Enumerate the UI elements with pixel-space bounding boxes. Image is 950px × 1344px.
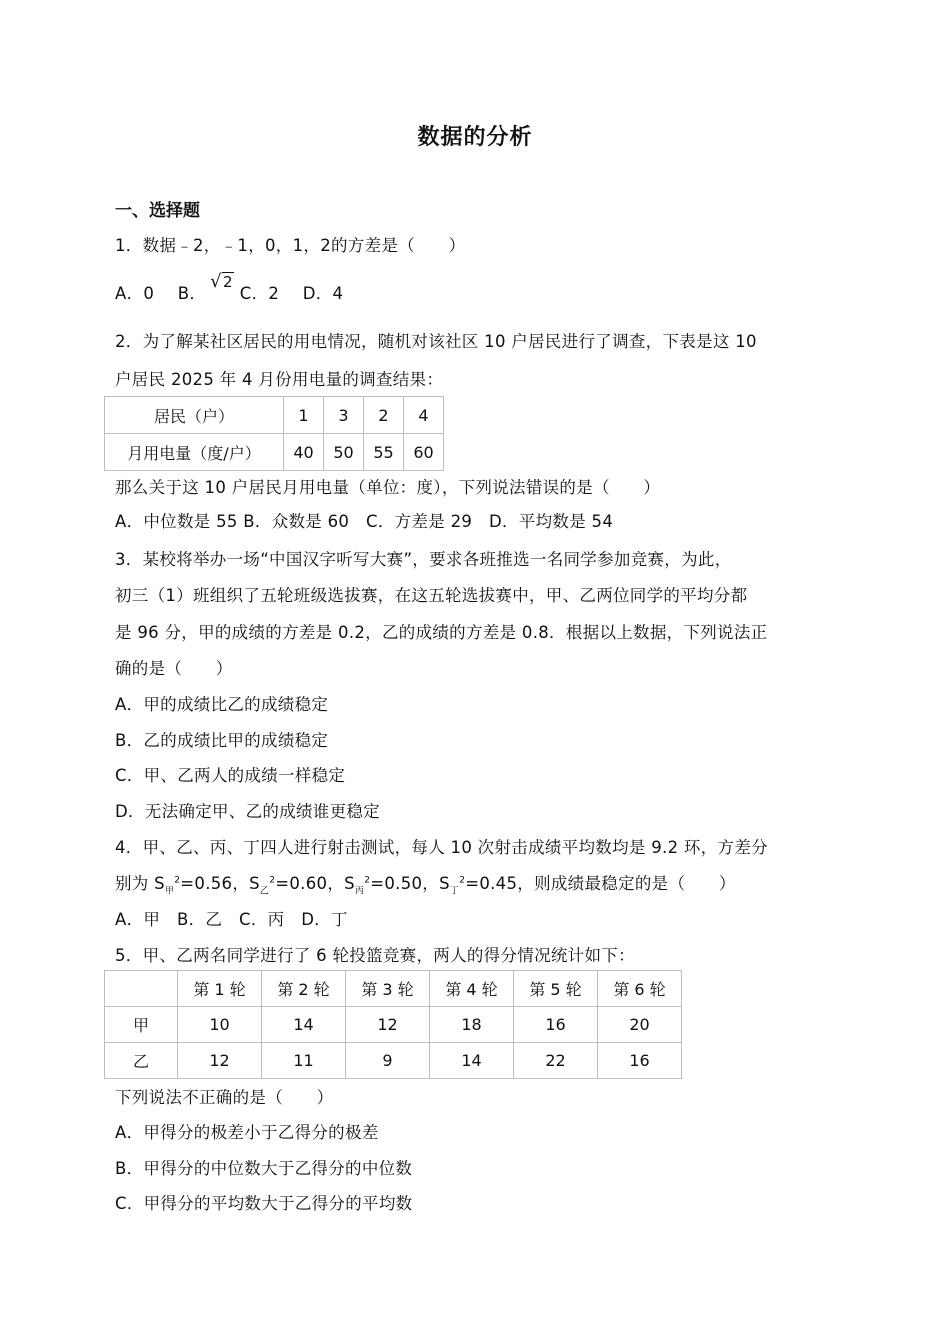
- table-row-label: 乙: [105, 1043, 178, 1079]
- table-cell: 1: [284, 397, 324, 434]
- q3-stem-line2: 初三（1）班组织了五轮班级选拔赛，在这五轮选拔赛中，甲、乙两位同学的平均分都: [115, 586, 748, 605]
- table-cell: 16: [598, 1043, 682, 1079]
- table-cell: 14: [262, 1007, 346, 1043]
- table-cell: 14: [430, 1043, 514, 1079]
- q4-text: =0.60，S: [275, 874, 355, 893]
- q1-option-a: A．0: [115, 284, 155, 303]
- page-title: 数据的分析: [417, 125, 533, 150]
- subscript: 丁: [449, 886, 460, 897]
- q3-option-c: C．甲、乙两人的成绩一样稳定: [115, 766, 346, 785]
- table-cell: 22: [514, 1043, 598, 1079]
- q1-options: [115, 271, 344, 304]
- q2-stem-line2: 户居民 2025 年 4 月份用电量的调查结果：: [115, 370, 444, 389]
- q5-option-b: B．甲得分的中位数大于乙得分的中位数: [115, 1159, 413, 1178]
- q5-after-text: 下列说法不正确的是（ ）: [115, 1088, 334, 1107]
- table-cell: 16: [514, 1007, 598, 1043]
- table-cell: 55: [364, 434, 404, 471]
- table-row: [105, 1007, 682, 1043]
- q4-stem-line1: 4．甲、乙、丙、丁四人进行射击测试，每人 10 次射击成绩平均数均是 9.2 环，方差分: [115, 838, 768, 857]
- q1-option-d: D．4: [302, 284, 344, 303]
- table-cell: 4: [404, 397, 444, 434]
- table-cell: 40: [284, 434, 324, 471]
- q3-stem-line3: 是 96 分，甲的成绩的方差是 0.2，乙的成绩的方差是 0.8．根据以上数据，下列说法正: [115, 623, 768, 642]
- superscript: 2: [364, 875, 371, 886]
- table-row-label: 甲: [105, 1007, 178, 1043]
- table-row: [105, 1043, 682, 1079]
- q3-stem-line4: 确的是（ ）: [115, 659, 233, 678]
- subscript: 丙: [354, 886, 365, 897]
- q2-options: A．中位数是 55 B．众数是 60 C．方差是 29 D．平均数是 54: [115, 512, 614, 531]
- table-header-cell: 月用电量（度/户）: [105, 434, 284, 471]
- q3-stem-line1: 3．某校将举办一场“中国汉字听写大赛”，要求各班推选一名同学参加竞赛，为此，: [115, 550, 732, 569]
- table-header-cell: 居民（户）: [105, 397, 284, 434]
- table-cell: 12: [346, 1007, 430, 1043]
- table-header-cell: 第 1 轮: [178, 971, 262, 1007]
- superscript: 2: [174, 875, 181, 886]
- table-cell: 60: [404, 434, 444, 471]
- table-cell: 20: [598, 1007, 682, 1043]
- q2-stem-line1: 2．为了解某社区居民的用电情况，随机对该社区 10 户居民进行了调查，下表是这 10: [115, 332, 757, 351]
- table-row: [105, 397, 444, 434]
- scores-table: [104, 970, 682, 1079]
- electricity-table: [104, 396, 444, 471]
- table-header-cell: 第 6 轮: [598, 971, 682, 1007]
- table-row: [105, 971, 682, 1007]
- q4-stem-line2: [115, 870, 736, 896]
- sqrt-symbol: √2: [210, 271, 233, 292]
- q3-option-a: A．甲的成绩比乙的成绩稳定: [115, 695, 329, 714]
- subscript: 乙: [259, 886, 270, 897]
- table-header-cell: 第 4 轮: [430, 971, 514, 1007]
- table-cell: 2: [364, 397, 404, 434]
- q3-option-d: D．无法确定甲、乙的成绩谁更稳定: [115, 802, 381, 821]
- q5-option-a: A．甲得分的极差小于乙得分的极差: [115, 1123, 379, 1142]
- table-cell: 50: [324, 434, 364, 471]
- table-corner-cell: [105, 971, 178, 1007]
- q5-option-c: C．甲得分的平均数大于乙得分的平均数: [115, 1194, 413, 1213]
- q5-stem: 5．甲、乙两名同学进行了 6 轮投篮竞赛，两人的得分情况统计如下：: [115, 946, 635, 965]
- sqrt-radicand: 2: [222, 273, 233, 291]
- q3-option-b: B．乙的成绩比甲的成绩稳定: [115, 731, 329, 750]
- section-heading: 一、选择题: [115, 201, 200, 221]
- table-cell: 12: [178, 1043, 262, 1079]
- subscript: 甲: [164, 886, 175, 897]
- table-header-cell: 第 3 轮: [346, 971, 430, 1007]
- q4-text: =0.50，S: [370, 874, 450, 893]
- table-cell: 3: [324, 397, 364, 434]
- q4-text: 别为 S: [115, 874, 165, 893]
- table-cell: 18: [430, 1007, 514, 1043]
- q1-option-c: C．2: [239, 284, 280, 303]
- table-header-cell: 第 5 轮: [514, 971, 598, 1007]
- table-cell: 9: [346, 1043, 430, 1079]
- q1-option-b: B．: [177, 284, 207, 303]
- q4-options: A．甲 B．乙 C．丙 D．丁: [115, 910, 348, 929]
- superscript: 2: [459, 875, 466, 886]
- table-cell: 10: [178, 1007, 262, 1043]
- q2-after-text: 那么关于这 10 户居民月用电量（单位：度），下列说法错误的是（ ）: [115, 478, 661, 497]
- q4-text: =0.56，S: [180, 874, 260, 893]
- table-cell: 11: [262, 1043, 346, 1079]
- table-header-cell: 第 2 轮: [262, 971, 346, 1007]
- superscript: 2: [269, 875, 276, 886]
- table-row: [105, 434, 444, 471]
- q4-text: =0.45，则成绩最稳定的是（ ）: [465, 874, 736, 893]
- q1-stem: 1．数据﹣2，﹣1，0，1，2的方差是（ ）: [115, 236, 466, 255]
